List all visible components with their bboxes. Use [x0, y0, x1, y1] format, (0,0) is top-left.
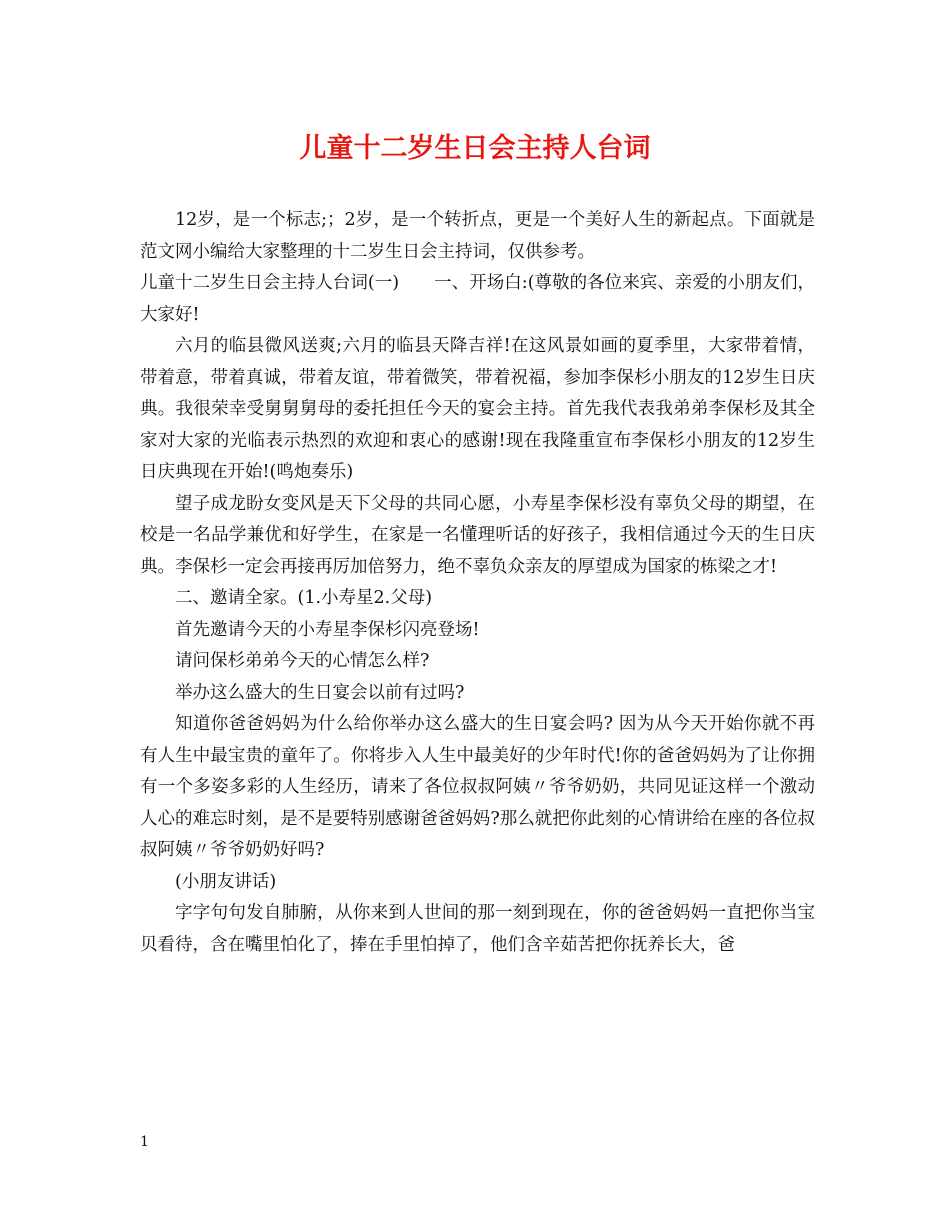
paragraph-child-speech: (小朋友讲话) [175, 871, 277, 892]
paragraph-heartfelt: 字字句句发自肺腑，从你来到人世间的那一刻到现在，你的爸爸妈妈一直把你当宝贝看待，含在嘴里怕化了，捧在手里怕掉了，他们含辛茹苦把你抚养长大，爸 [140, 903, 815, 955]
document-title: 儿童十二岁生日会主持人台词 [299, 133, 651, 164]
paragraph-question-before: 举办这么盛大的生日宴会以前有过吗? [175, 682, 465, 703]
paragraph-question-mood: 请问保杉弟弟今天的心情怎么样? [175, 651, 430, 671]
paragraph-intro: 12岁，是一个标志;；2岁，是一个转折点，更是一个美好人生的新起点。下面就是范文网小编给大家整理的十二岁生日会主持词，仅供参考。 [140, 210, 815, 262]
document-body [140, 205, 815, 961]
paragraph-wishes: 望子成龙盼女变风是天下父母的共同心愿，小寿星李保杉没有辜负父母的期望，在校是一名品学兼优和好学生，在家是一名懂理听话的好孩子，我相信通过今天的生日庆典。李保杉一定会再接再厉加倍努力，绝不辜负众亲友的厚望成为国家的栋梁之才! [140, 493, 815, 577]
paragraph-invite-star: 首先邀请今天的小寿星李保杉闪亮登场! [175, 619, 480, 640]
paragraph-invite-family: 二、邀请全家。(1.小寿星2.父母) [175, 588, 433, 608]
page-number: 1 [140, 1134, 149, 1150]
paragraph-why-party: 知道你爸爸妈妈为什么给你举办这么盛大的生日宴会吗? 因为从今天开始你就不再有人生中最宝贵的童年了。你将步入人生中最美好的少年时代!你的爸爸妈妈为了让你拥有一个多姿多彩的人生经历，请来了各位叔叔阿姨〃爷爷奶奶，共同见证这样一个激动人心的难忘时刻，是不是要特别感谢爸爸妈妈?那么就把你此刻的心情讲给在座的各位叔叔阿姨〃爷爷奶奶好吗? [140, 714, 815, 860]
paragraph-section-heading: 儿童十二岁生日会主持人台词(一) 一、开场白:(尊敬的各位来宾、亲爱的小朋友们，大家好! [140, 273, 815, 325]
paragraph-opening: 六月的临县微风送爽;六月的临县天降吉祥!在这风景如画的夏季里，大家带着情，带着意，带着真诚，带着友谊，带着微笑，带着祝福，参加李保杉小朋友的12岁生日庆典。我很荣幸受舅舅舅母的委托担任今天的宴会主持。首先我代表我弟弟李保杉及其全家对大家的光临表示热烈的欢迎和衷心的感谢!现在我隆重宣布李保杉小朋友的12岁生日庆典现在开始!(鸣炮奏乐) [140, 336, 815, 482]
